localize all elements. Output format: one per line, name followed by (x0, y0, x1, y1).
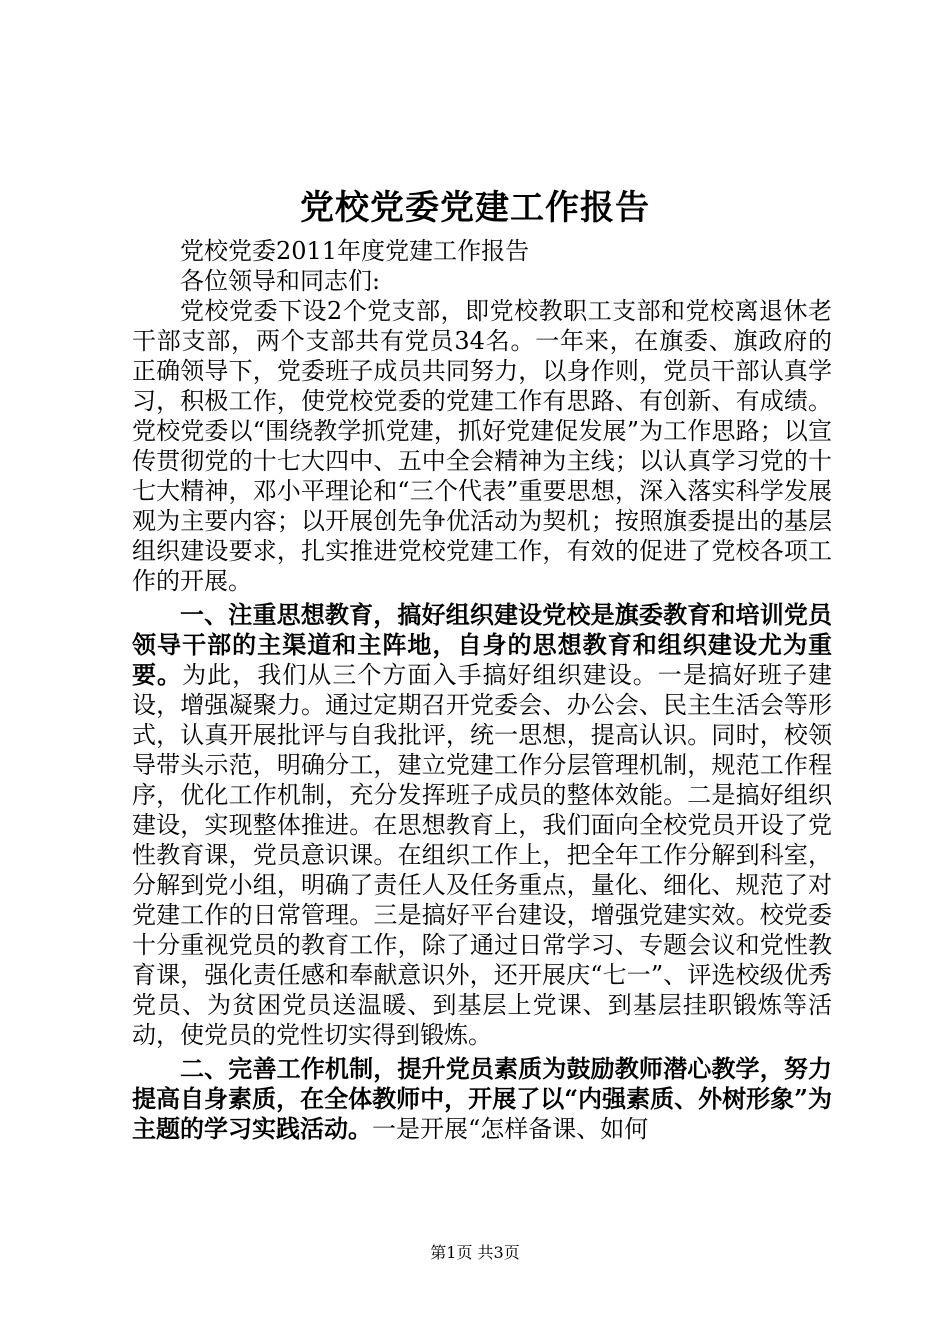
section-2-heading: 二、完善工作机制，提升党员素质为鼓励教师潜心教学，努力提高自身素质，在全体教师中，开展了以“内强素质、外树形象”为主题的学习实践活动。 (132, 1054, 832, 1143)
subtitle-line: 党校党委2011年度党建工作报告 (180, 237, 530, 265)
section-2-paragraph (132, 1054, 832, 1144)
section-1-paragraph (132, 600, 832, 1050)
document-title: 党校党委党建工作报告 (300, 188, 650, 228)
greeting-line: 各位领导和同志们: (180, 267, 381, 295)
intro-paragraph: 党校党委下设2个党支部，即党校教职工支部和党校离退休老干部支部，两个支部共有党员34名。一年来，在旗委、旗政府的正确领导下，党委班子成员共同努力，以身作则，党员干部认真学习，积极工作，使党校党委的党建工作有思路、有创新、有成绩。党校党委以“围绕教学抓党建，抓好党建促发展”为工作思路；以宣传贯彻党的十七大四中、五中全会精神为主线；以认真学习党的十七大精神，邓小平理论和“三个代表”重要思想，深入落实科学发展观为主要内容；以开展创先争优活动为契机；按照旗委提出的基层组织建设要求，扎实推进党校党建工作，有效的促进了党校各项工作的开展。 (132, 297, 832, 595)
section-1-body: 为此，我们从三个方面入手搞好组织建设。一是搞好班子建设，增强凝聚力。通过定期召开党委会、办公会、民主生活会等形式，认真开展批评与自我批评，统一思想，提高认识。同时，校领导带头示范，明确分工，建立党建工作分层管理机制，规范工作程序，优化工作机制，充分发挥班子成员的整体效能。二是搞好组织建设，实现整体推进。在思想教育上，我们面向全校党员开设了党性教育课，党员意识课。在组织工作上，把全年工作分解到科室，分解到党小组，明确了责任人及任务重点，量化、细化、规范了对党建工作的日常管理。三是搞好平台建设，增强党建实效。校党委十分重视党员的教育工作，除了通过日常学习、专题会议和党性教育课，强化责任感和奉献意识外，还开展庆“七一”、评选校级优秀党员、为贫困党员送温暖、到基层上党课、到基层挂职锻炼等活动，使党员的党性切实得到锻炼。 (132, 661, 833, 1049)
document-body (132, 236, 832, 1144)
page-footer: 第1页 共3页 (430, 1243, 520, 1262)
section-2-body: 一是开展“怎样备课、如何 (372, 1115, 649, 1143)
section-1-heading: 一、注重思想教育，搞好组织建设党校是旗委教育和培训党员领导干部的主渠道和主阵地，自身的思想教育和组织建设尤为重要。 (132, 600, 832, 689)
